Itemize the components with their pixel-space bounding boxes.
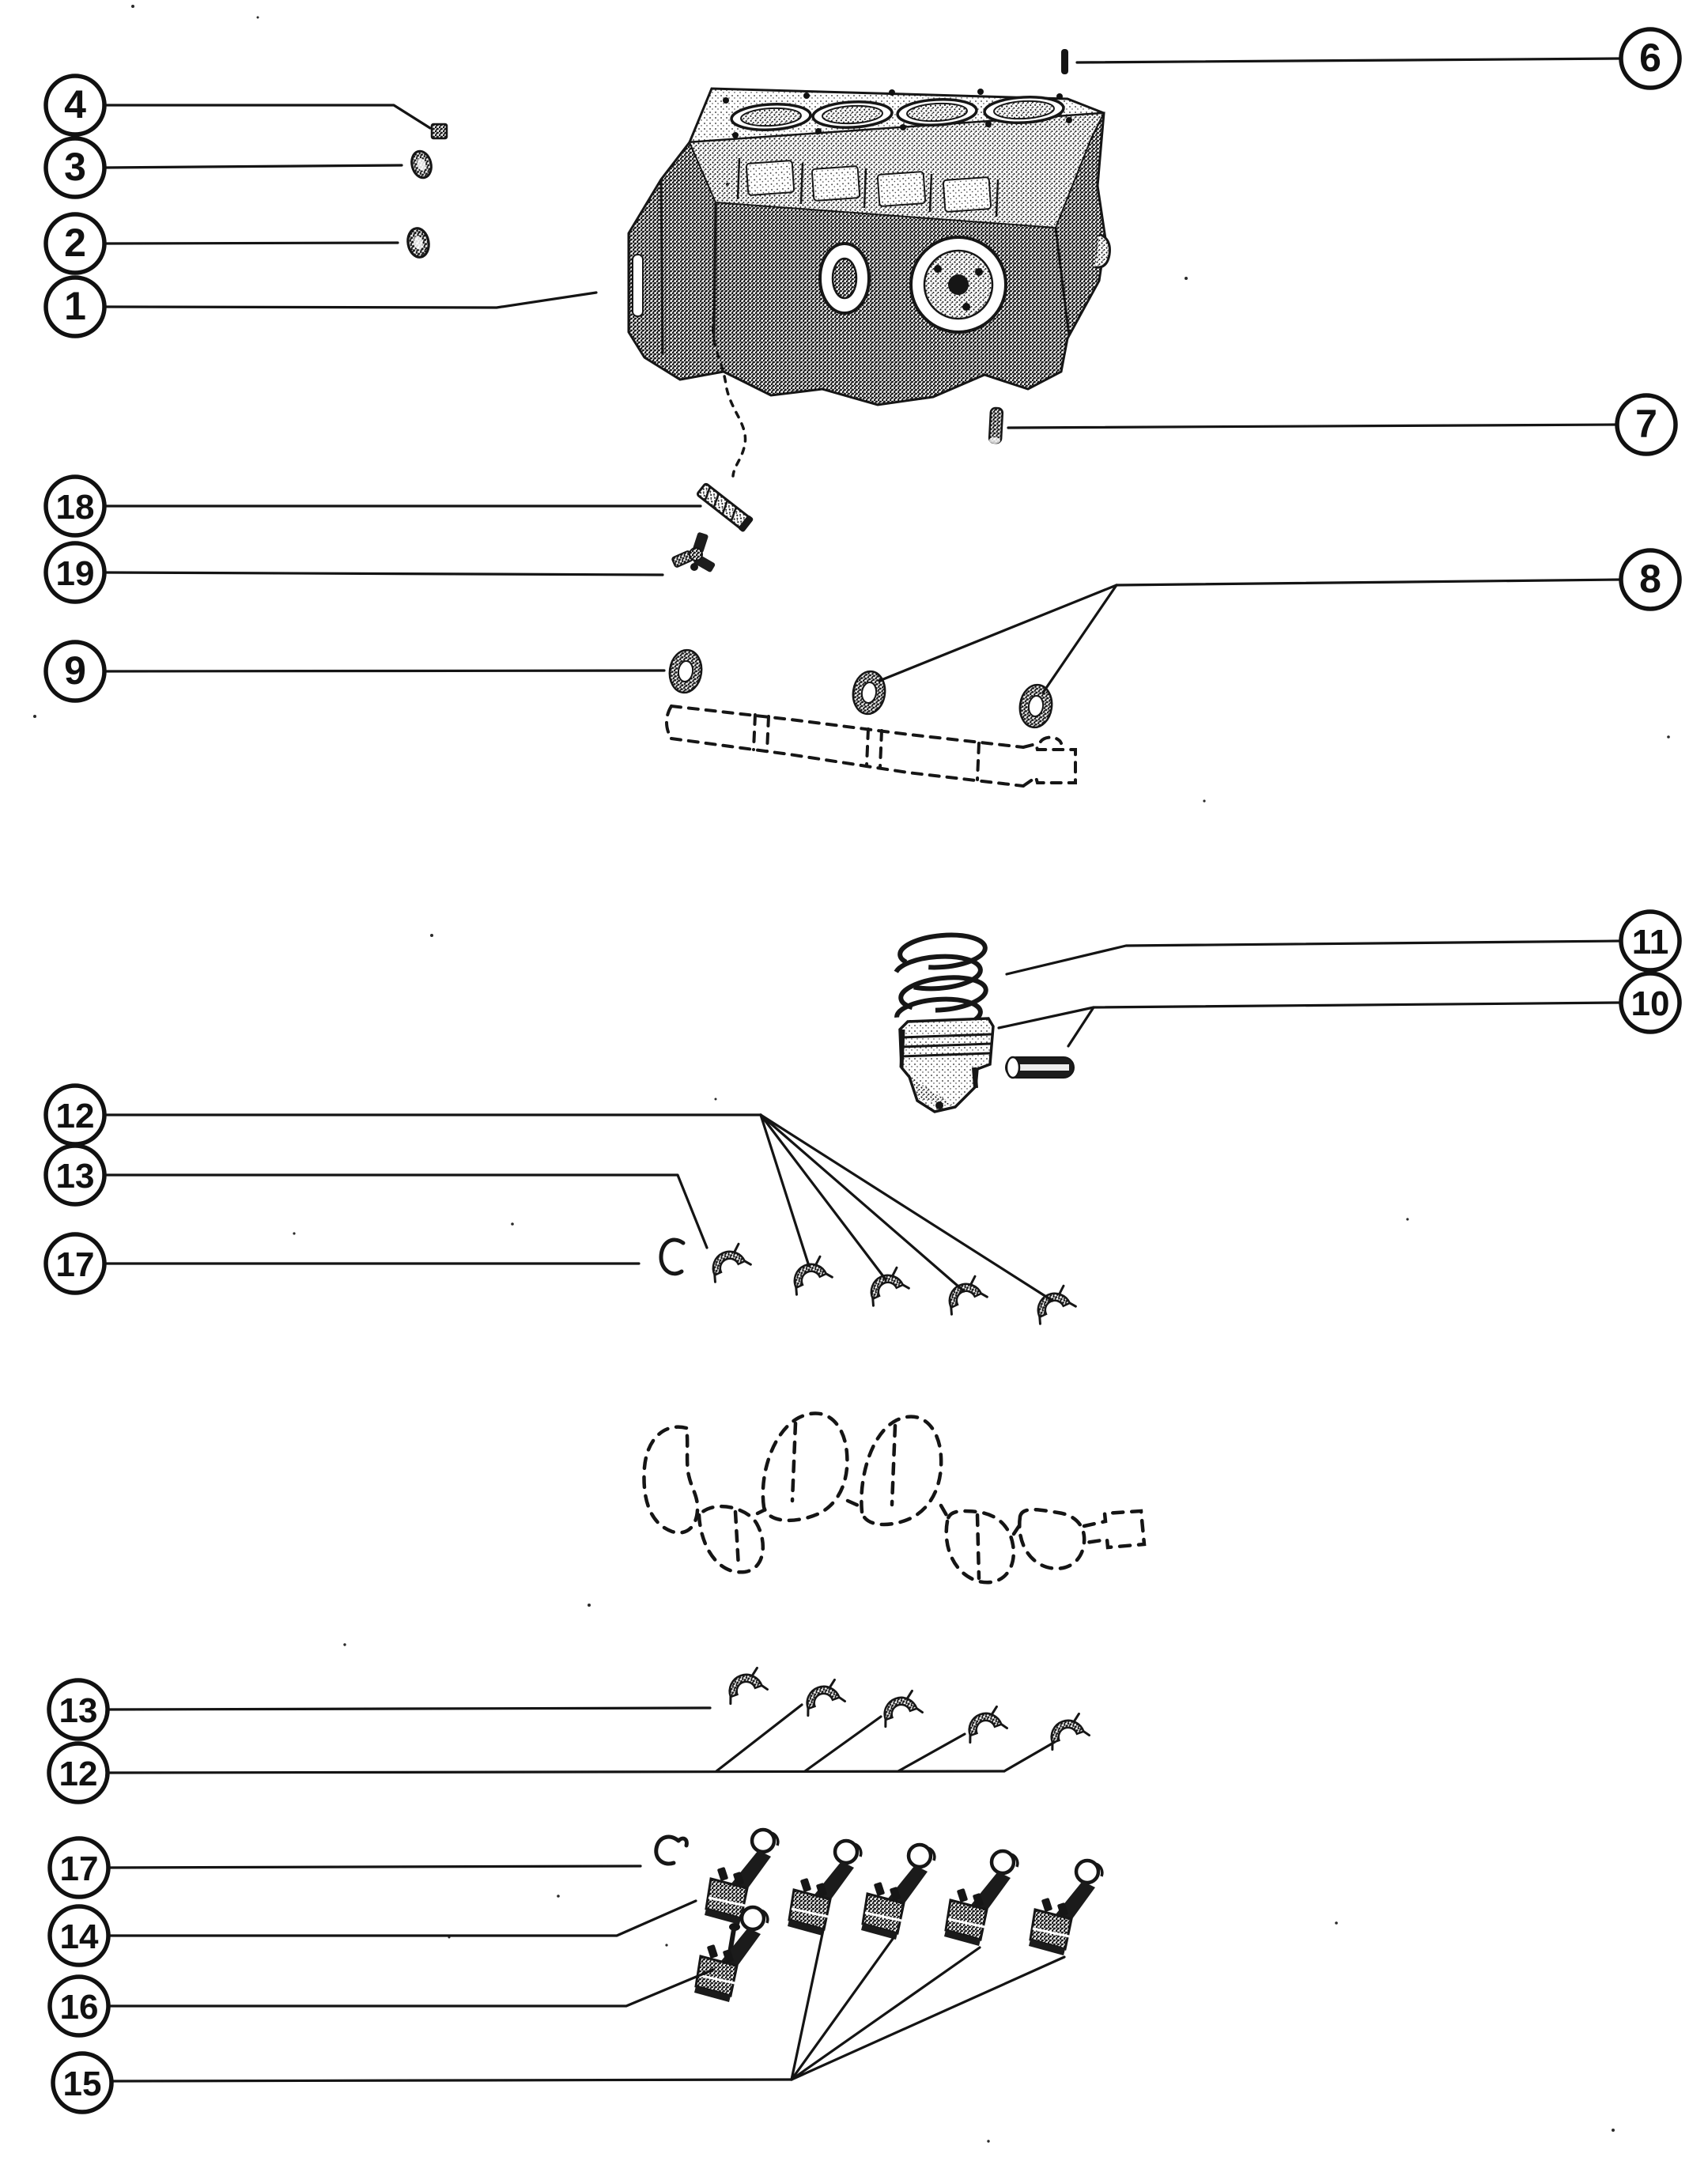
- callout-6-4: [1077, 29, 1680, 88]
- callout-17-17: [50, 1838, 640, 1897]
- leader-line: [1117, 580, 1621, 585]
- camshaft-bearing-center: [850, 669, 887, 716]
- callout-18-6: [46, 477, 701, 535]
- leader-line: [792, 1948, 980, 2080]
- callout-number: 6: [1639, 36, 1661, 80]
- thrust-ring-clip: [661, 1240, 683, 1274]
- callout-number: 4: [64, 82, 86, 127]
- engine-cylinder-block: [629, 89, 1109, 476]
- callout-number: 7: [1635, 402, 1657, 446]
- connecting-rod-3: [861, 1845, 935, 1940]
- callout-number: 18: [55, 488, 95, 527]
- connecting-rod-5: [1029, 1861, 1102, 1955]
- leader-line: [1008, 425, 1617, 428]
- connecting-rod-2: [788, 1841, 861, 1936]
- callout-number: 8: [1639, 557, 1661, 601]
- leader-line: [761, 1115, 886, 1279]
- connecting-rod-4: [944, 1851, 1018, 1946]
- main-bearing-upper-2: [786, 1256, 832, 1294]
- callout-number: 10: [1631, 984, 1670, 1023]
- callout-17-14: [46, 1234, 639, 1293]
- leader-line: [104, 105, 430, 128]
- leader-line: [879, 585, 1117, 681]
- square-core-plug: [432, 124, 447, 138]
- callout-1-3: [46, 278, 596, 336]
- piston-ring-set: [894, 931, 988, 1032]
- main-bearing-lower-4: [962, 1706, 1007, 1742]
- callout-number: 13: [59, 1691, 98, 1730]
- callout-number: 15: [62, 2065, 102, 2103]
- callout-12-12: [46, 1086, 1052, 1301]
- callout-number: 11: [1631, 923, 1669, 961]
- leader-line: [108, 1901, 696, 1936]
- callout-8-9: [879, 550, 1680, 693]
- callout-number: 14: [59, 1917, 99, 1956]
- connecting-rod-1: [705, 1830, 778, 1925]
- main-bearing-upper-4: [941, 1275, 987, 1314]
- callout-number: 1: [64, 284, 86, 328]
- callout-10-11: [999, 973, 1680, 1046]
- callout-12-16: [49, 1705, 1055, 1802]
- leader-line: [104, 165, 402, 168]
- crankshaft-outline: [644, 1413, 1144, 1582]
- leader-line: [108, 1970, 713, 2006]
- callout-3-1: [46, 138, 402, 197]
- leader-line: [1007, 941, 1621, 974]
- callout-number: 12: [55, 1097, 95, 1135]
- callout-number: 19: [55, 554, 95, 593]
- leader-line: [761, 1115, 809, 1266]
- leader-line: [761, 1115, 964, 1291]
- callout-16-19: [50, 1970, 713, 2035]
- callout-2-2: [46, 214, 398, 273]
- callout-number: 12: [59, 1755, 98, 1793]
- callout-14-18: [50, 1901, 696, 1965]
- callout-number: 9: [64, 648, 86, 693]
- leader-line: [111, 2080, 792, 2081]
- callout-9-8: [46, 642, 664, 701]
- leader-line: [104, 572, 663, 575]
- pipe-plug: [989, 408, 1003, 444]
- camshaft-bearing-rear: [1017, 682, 1054, 729]
- main-bearing-lower-1: [722, 1667, 768, 1703]
- leader-line: [104, 243, 398, 244]
- piston-pin: [1006, 1057, 1074, 1078]
- leader-line: [716, 1705, 802, 1771]
- oil-tube-fitting: [671, 532, 716, 573]
- front-oil-boss: [820, 244, 869, 313]
- callout-7-5: [1008, 395, 1676, 454]
- leader-line: [1004, 1742, 1055, 1771]
- callout-13-13: [46, 1146, 707, 1248]
- dowel-pin: [1061, 49, 1068, 74]
- camshaft-bearing-front: [667, 648, 704, 694]
- repeated-parts-layer: [667, 648, 1102, 2002]
- camshaft-outline: [667, 706, 1075, 786]
- callout-number: 17: [55, 1245, 95, 1284]
- piston: [900, 1018, 993, 1112]
- leader-line: [898, 1734, 965, 1771]
- main-bearing-upper-3: [863, 1267, 909, 1305]
- callout-19-7: [46, 543, 663, 602]
- core-plug-large: [406, 227, 431, 259]
- callout-13-15: [49, 1680, 710, 1739]
- leader-line: [108, 1771, 1004, 1773]
- leader-line: [999, 1003, 1621, 1028]
- leader-line: [108, 1708, 710, 1710]
- front-circular-boss: [911, 237, 1006, 332]
- callout-11-10: [1007, 912, 1680, 974]
- callout-number: 13: [55, 1157, 95, 1196]
- leader-line: [108, 1866, 640, 1868]
- callout-number: 17: [59, 1849, 99, 1888]
- core-plug-small: [409, 149, 434, 180]
- rod-retaining-clip: [656, 1837, 687, 1864]
- callout-15-20: [53, 1930, 1064, 2112]
- callout-number: 2: [64, 221, 86, 265]
- leader-line: [104, 1175, 707, 1248]
- callout-4-0: [46, 76, 430, 134]
- main-bearing-upper-1: [705, 1243, 750, 1282]
- leader-line: [1077, 59, 1621, 62]
- callout-number: 3: [64, 145, 86, 189]
- callout-number: 16: [59, 1988, 99, 2027]
- leader-line: [805, 1717, 881, 1771]
- leader-line: [104, 293, 596, 308]
- main-bearing-lower-2: [799, 1679, 845, 1715]
- oil-tube: [696, 482, 754, 533]
- main-bearing-lower-3: [877, 1690, 923, 1726]
- leader-line: [792, 1957, 1064, 2080]
